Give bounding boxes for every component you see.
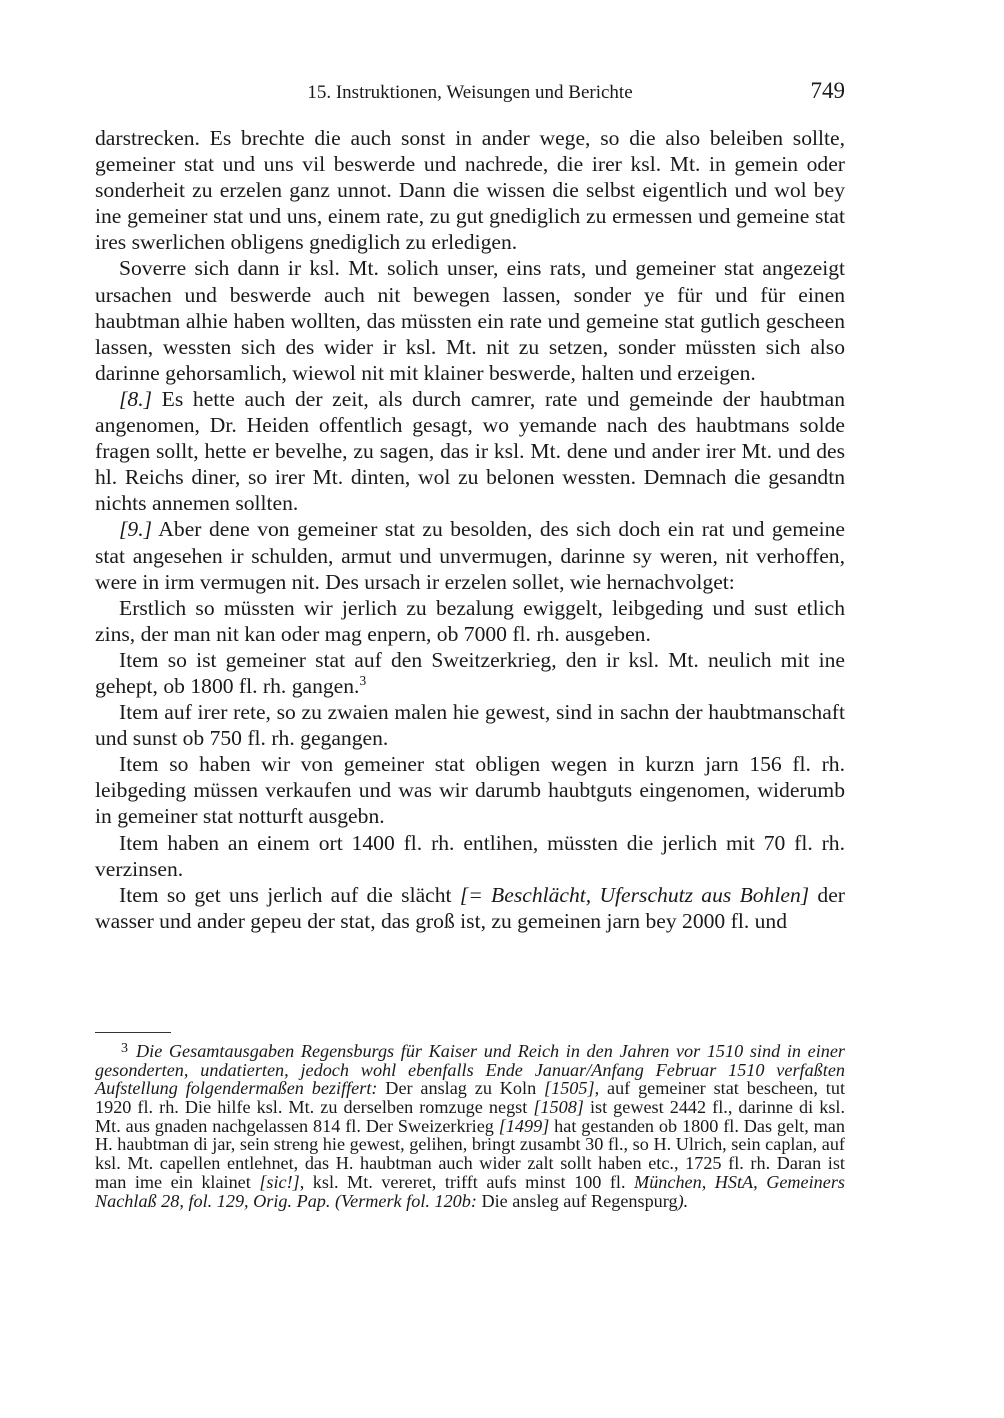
paragraph-text: der wasser und ander gepeu der stat, das groß ist, zu gemeinen jarn bey 2000 fl. und bbox=[95, 882, 846, 933]
footnote-year: [1508] bbox=[533, 1097, 584, 1117]
footnote-number: 3 bbox=[121, 1041, 128, 1056]
running-title: 15. Instruktionen, Weisungen und Berichte bbox=[307, 82, 633, 103]
footnote-rule bbox=[95, 1032, 171, 1033]
footnote-source: München, HStA, Gemeiners Nachlaß 28, fol. 129, Orig. Pap. (Vermerk fol. 120b: bbox=[95, 1171, 845, 1211]
paragraph bbox=[95, 386, 845, 516]
paragraph-text: Aber dene von gemeiner stat zu besolden, des sich doch ein rat und gemeine stat angesehen ir schulden, armut und unvermugen, darinne sy weren, nit verhoffen, were in irm vermugen nit. Des ursach ir erzelen sollet, wie hernachvolget: bbox=[95, 517, 845, 594]
paragraph-text: Item so get uns jerlich auf die slächt bbox=[119, 882, 460, 907]
footnote-close: ). bbox=[677, 1190, 689, 1211]
paragraph bbox=[95, 882, 845, 934]
footnote-text: , auf gemeiner stat bescheen, tut 1920 fl. rh. Die hilfe ksl. Mt. zu derselben romzuge negst bbox=[95, 1078, 845, 1117]
footnote-year: [1505] bbox=[544, 1078, 595, 1099]
page-header bbox=[95, 78, 845, 112]
page bbox=[95, 78, 845, 934]
paragraph bbox=[95, 647, 845, 699]
paragraph: darstrecken. Es brechte die auch sonst in ander wege, so die also beleiben sollte, gemeiner stat und uns vil beswerde und nachrede, die irer ksl. Mt. in gemein oder sonderheit zu erzelen ganz unnot. Dann die wissen die selbst eigentlich und wol bey ine gemeiner stat und uns, einem rate, zu gut gnediglich zu ermessen und gemeine stat ires swerlichen obligens gnediglich zu erledigen. bbox=[95, 126, 845, 255]
section-number: [9.] bbox=[119, 517, 153, 542]
page-number: 749 bbox=[810, 78, 845, 103]
paragraph bbox=[95, 516, 845, 594]
paragraph: Erstlich so müssten wir jerlich zu bezalung ewiggelt, leibgeding und sust etlich zins, der man nit kan oder mag enpern, ob 7000 fl. rh. ausgeben. bbox=[95, 595, 845, 646]
paragraph-text: Es hette auch der zeit, als durch camrer, rate und gemeinde der haubtman angenomen, Dr. Heiden offentlich gesagt, wo yemande nach des haubtmans solde fragen sollt, hette er bevelhe, zu sagen, das ir ksl. Mt. dene und ander irer Mt. und des hl. Reichs diner, so irer Mt. dinten, wol zu belonen wessten. Demnach die gesandtn nichts annemen sollten. bbox=[95, 386, 845, 516]
footnote-text: hat gestanden ob 1800 fl. Das gelt, man H. haubtman di jar, sein streng hie gewest, gelihen, bringt zusambt 30 fl., so H. Ulrich, sein caplan, auf ksl. Mt. capellen entlehnet, das H. haubtman auch wider zalt sollt haben etc., 1725 fl. rh. Daran ist man ime ein klainet bbox=[95, 1115, 845, 1192]
editorial-note: [= Beschlächt, Uferschutz aus Bohlen] bbox=[459, 882, 810, 907]
footnote-sic: [sic!] bbox=[259, 1171, 300, 1192]
paragraph: Item auf irer rete, so zu zwaien malen hie gewest, sind in sachn der haubtmanschaft und sunst ob 750 fl. rh. gegangen. bbox=[95, 700, 845, 751]
footnote-editorial-text: Die Gesamtausgaben Regensburgs für Kaiser und Reich in den Jahren vor 1510 sind in einer gesonderten, undatierten, jedoch wohl ebenfalls Ende Januar/Anfang Februar 1510 verfaßten Aufstellung folgendermaßen beziffert: bbox=[95, 1040, 845, 1099]
paragraph: Item haben an einem ort 1400 fl. rh. entlihen, müssten die jerlich mit 70 fl. rh. verzinsen. bbox=[95, 830, 845, 881]
paragraph: Soverre sich dann ir ksl. Mt. solich unser, eins rats, und gemeiner stat angezeigt ursachen und beswerde auch nit bewegen lassen, sonder ye für und für einen haubtman alhie haben wollten, das müssten ein rate und gemeine stat gutlich gescheen lassen, wessten sich des wider ir ksl. Mt. nit zu setzen, sonder müssten sich also darinne gehorsamlich, wiewol nit mit klainer beswerde, halten und erzeigen. bbox=[95, 256, 845, 385]
paragraph-text: Item so ist gemeiner stat auf den Sweitzerkrieg, den ir ksl. Mt. neulich mit ine gehept, ob 1800 fl. rh. gangen. bbox=[95, 647, 845, 698]
section-number: [8.] bbox=[119, 386, 153, 411]
footnote-year: [1499] bbox=[498, 1115, 550, 1136]
footnote-reference[interactable]: 3 bbox=[359, 672, 367, 688]
footnote-text: , ksl. Mt. vereret, trifft aufs minst 100 fl. bbox=[299, 1171, 635, 1192]
footnote-text: Die ansleg auf Regenspurg bbox=[476, 1190, 678, 1211]
footnote-text: ist gewest 2442 fl., darinne di ksl. Mt. aus gnaden nachgelassen 814 fl. Der Sweizerkrieg bbox=[95, 1097, 846, 1136]
footnote bbox=[95, 1040, 845, 1210]
footnote-text: Der anslag zu Koln bbox=[377, 1078, 545, 1099]
body-text bbox=[95, 125, 845, 934]
paragraph: Item so haben wir von gemeiner stat obligen wegen in kurzn jarn 156 fl. rh. leibgeding müssen verkaufen und was wir darumb haubtguts eingenomen, widerumb in gemeiner stat notturft ausgebn. bbox=[95, 752, 845, 829]
